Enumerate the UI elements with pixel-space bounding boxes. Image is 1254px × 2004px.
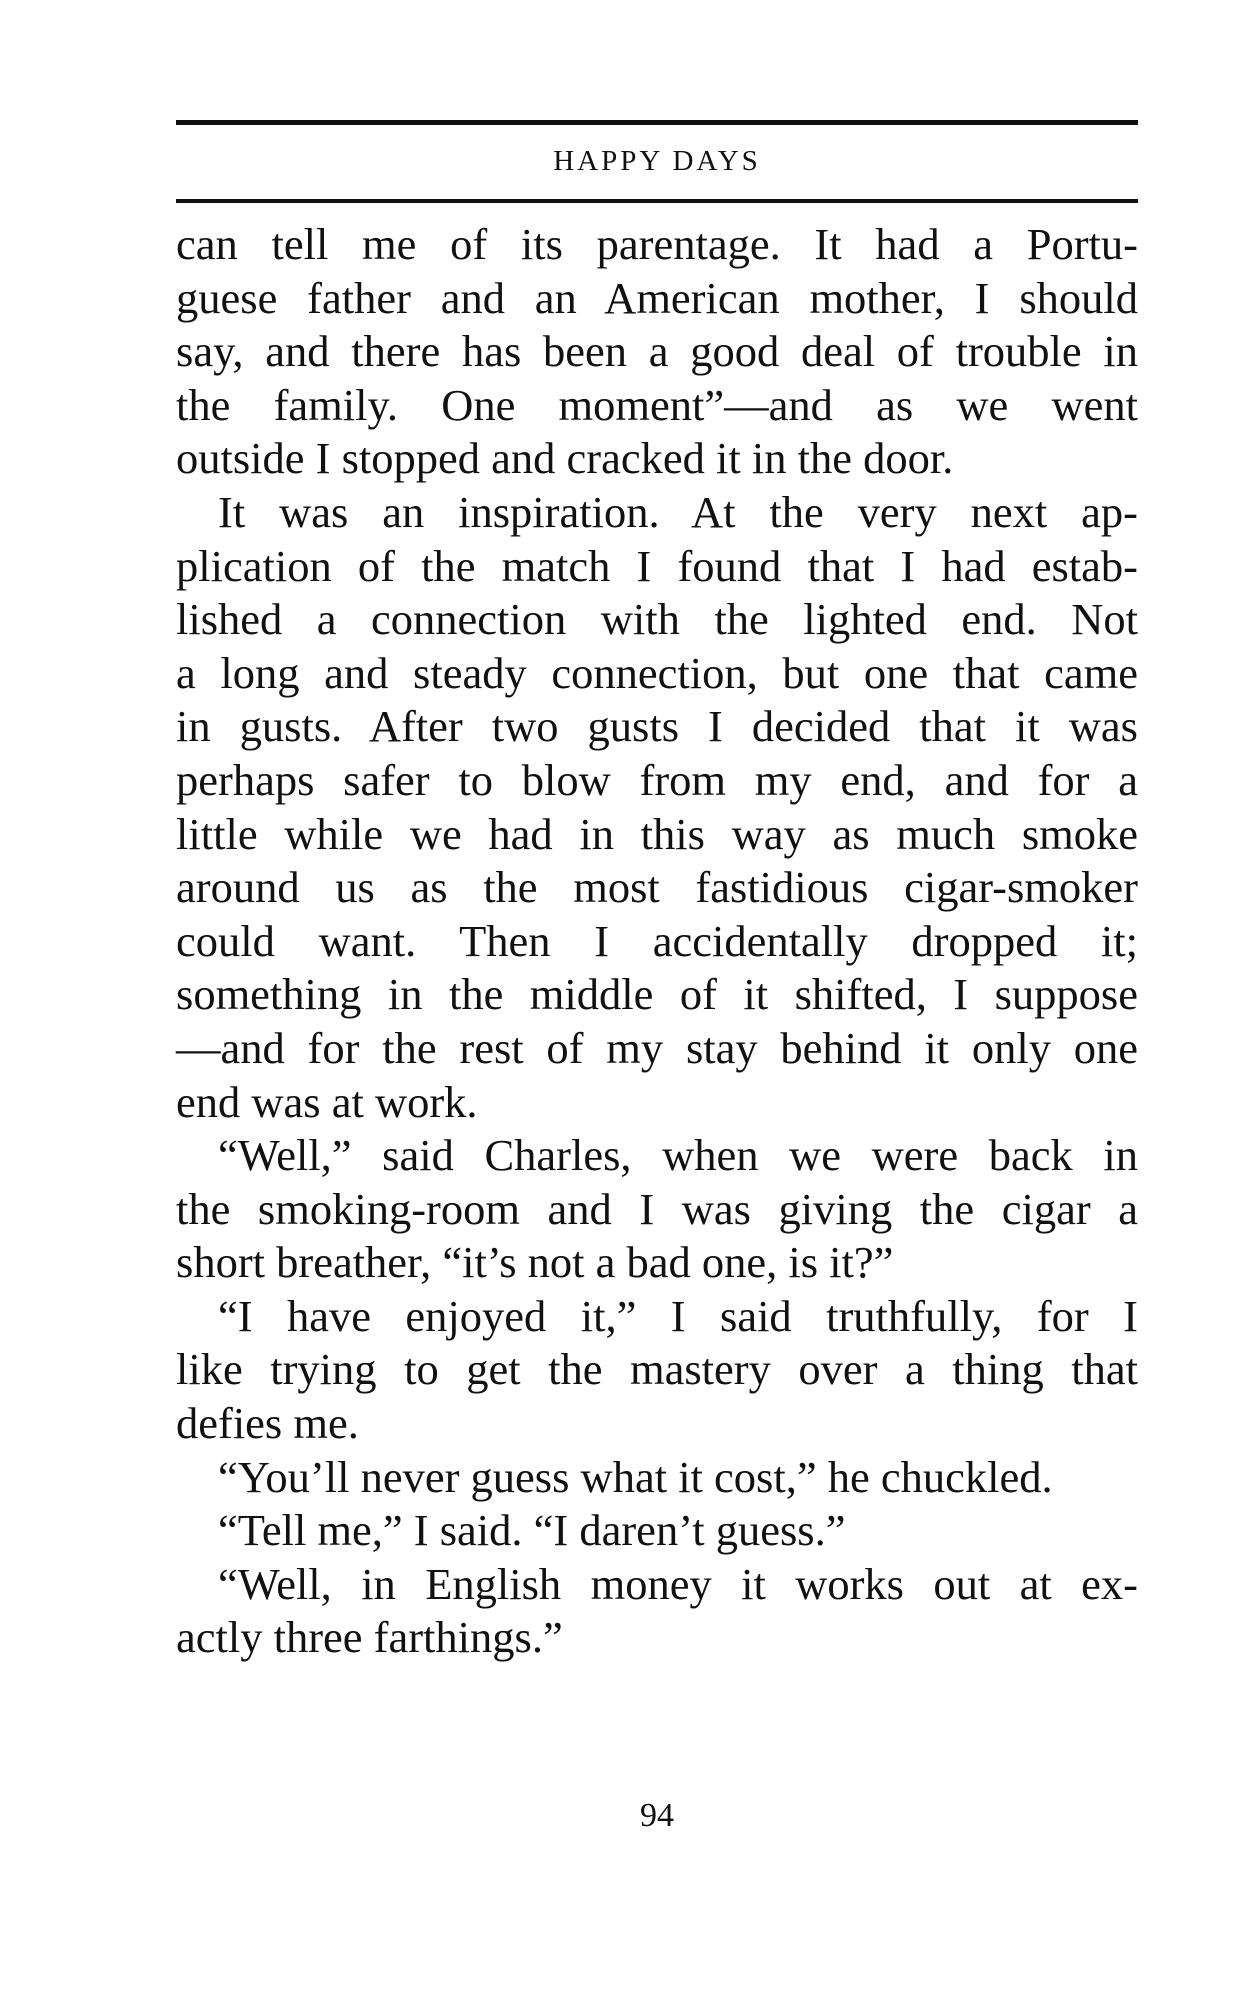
body-text xyxy=(176,218,1138,1665)
text-line: guese father and an American mother, I should xyxy=(176,272,1138,323)
header-rule-top xyxy=(176,120,1138,125)
text-line: a long and steady connection, but one that came xyxy=(176,647,1138,698)
header-rule-bottom xyxy=(176,199,1138,203)
text-line: “You’ll never guess what it cost,” he chuckled. xyxy=(218,1451,1053,1502)
text-line: could want. Then I accidentally dropped it; xyxy=(176,915,1138,966)
text-line: the family. One moment”—and as we went xyxy=(176,379,1138,430)
paragraph xyxy=(176,1290,1138,1451)
text-line: short breather, “it’s not a bad one, is it?” xyxy=(176,1237,894,1288)
paragraph xyxy=(176,1451,1138,1505)
text-line: around us as the most fastidious cigar-smoker xyxy=(176,862,1138,913)
text-line: defies me. xyxy=(176,1398,359,1449)
text-line: —and for the rest of my stay behind it only one xyxy=(176,1022,1138,1073)
paragraph xyxy=(176,218,1138,486)
text-line: actly three farthings.” xyxy=(176,1612,563,1663)
text-line: like trying to get the mastery over a thing that xyxy=(176,1344,1138,1395)
text-line: end was at work. xyxy=(176,1076,478,1127)
text-line: in gusts. After two gusts I decided that it was xyxy=(176,701,1138,752)
text-line: something in the middle of it shifted, I suppose xyxy=(176,969,1138,1020)
text-line: say, and there has been a good deal of trouble in xyxy=(176,326,1138,377)
text-line: “Well, in English money it works out at ex- xyxy=(218,1558,1138,1609)
paragraph xyxy=(176,1558,1138,1665)
paragraph xyxy=(176,1504,1138,1558)
text-line: plication of the match I found that I had estab- xyxy=(176,540,1138,591)
text-line: “Well,” said Charles, when we were back in xyxy=(218,1130,1138,1181)
text-line: perhaps safer to blow from my end, and for a xyxy=(176,754,1138,805)
text-line: “Tell me,” I said. “I daren’t guess.” xyxy=(218,1505,846,1556)
text-line: the smoking-room and I was giving the cigar a xyxy=(176,1183,1138,1234)
running-head: HAPPY DAYS xyxy=(553,145,761,177)
text-line: It was an inspiration. At the very next ap- xyxy=(218,486,1138,537)
paragraph xyxy=(176,486,1138,1129)
text-line: little while we had in this way as much smoke xyxy=(176,808,1138,859)
paragraph xyxy=(176,1129,1138,1290)
text-line: “I have enjoyed it,” I said truthfully, for I xyxy=(218,1290,1138,1341)
page-number: 94 xyxy=(640,1797,674,1834)
text-line: can tell me of its parentage. It had a Portu- xyxy=(176,219,1138,269)
text-line: outside I stopped and cracked it in the door. xyxy=(176,433,954,484)
text-line: lished a connection with the lighted end. Not xyxy=(176,594,1138,645)
